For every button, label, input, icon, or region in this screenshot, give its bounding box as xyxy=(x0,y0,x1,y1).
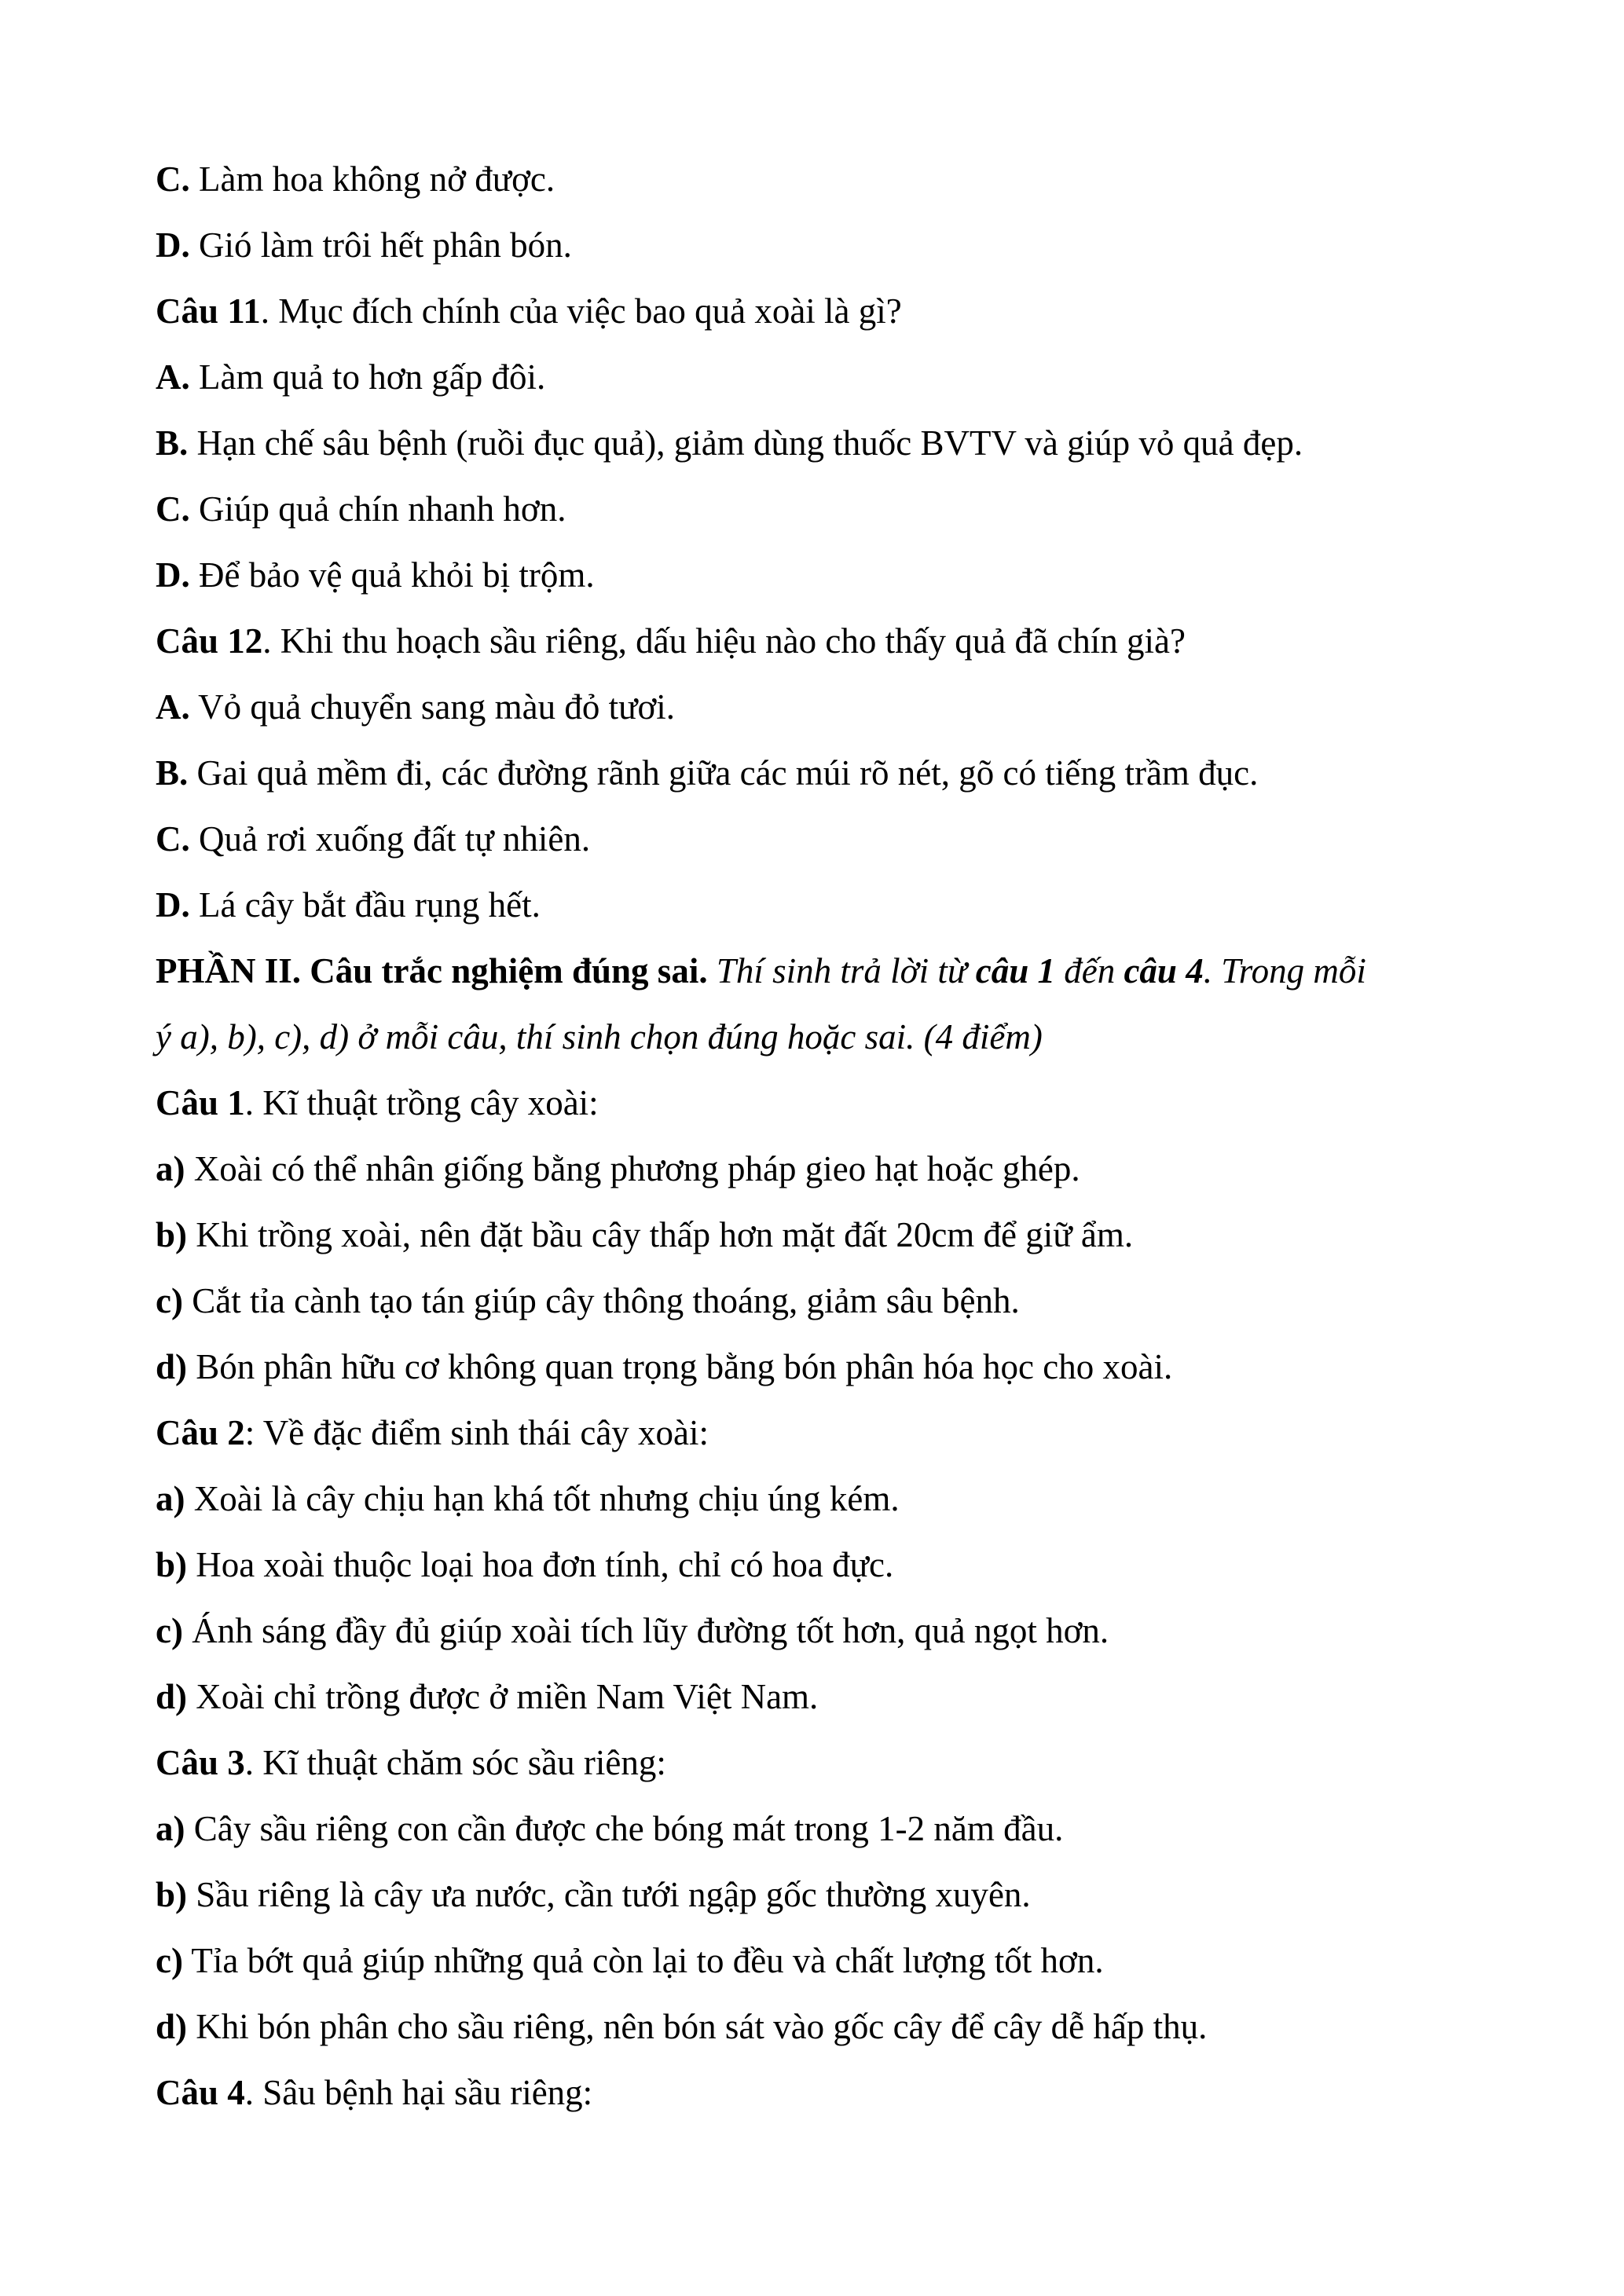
item-label: a) xyxy=(156,1809,185,1848)
option-label: C. xyxy=(156,159,190,199)
question-label: Câu 1 xyxy=(156,1083,245,1122)
option-text: Hạn chế sâu bệnh (ruồi đục quả), giảm dùng thuốc BVTV và giúp vỏ quả đẹp. xyxy=(188,423,1303,463)
tf2-stem xyxy=(156,1409,709,1456)
item-label: a) xyxy=(156,1479,185,1518)
question-text: . Kĩ thuật chăm sóc sầu riêng: xyxy=(244,1743,666,1782)
q12-stem xyxy=(156,617,1186,665)
q11-option-c xyxy=(156,485,566,533)
option-text: Làm quả to hơn gấp đôi. xyxy=(189,357,546,397)
item-text: Xoài là cây chịu hạn khá tốt nhưng chịu úng kém. xyxy=(185,1479,900,1518)
question-label: Câu 2 xyxy=(156,1413,245,1452)
part2-instruction: đến xyxy=(1054,951,1124,991)
tf2-item-c xyxy=(156,1607,1109,1654)
item-text: Bón phân hữu cơ không quan trọng bằng bón phân hóa học cho xoài. xyxy=(187,1347,1173,1386)
item-text: Tỉa bớt quả giúp những quả còn lại to đều và chất lượng tốt hơn. xyxy=(182,1941,1104,1980)
q11-option-d xyxy=(156,551,595,599)
item-text: Hoa xoài thuộc loại hoa đơn tính, chỉ có hoa đực. xyxy=(187,1545,894,1584)
tf1-item-c xyxy=(156,1277,1020,1324)
item-label: d) xyxy=(156,1677,188,1716)
question-text: . Kĩ thuật trồng cây xoài: xyxy=(244,1083,599,1122)
option-text: Gai quả mềm đi, các đường rãnh giữa các múi rõ nét, gõ có tiếng trầm đục. xyxy=(188,753,1259,793)
tf3-item-c xyxy=(156,1937,1104,1984)
tf2-item-a xyxy=(156,1475,900,1522)
question-label: Câu 4 xyxy=(156,2073,245,2112)
option-text: Lá cây bắt đầu rụng hết. xyxy=(189,885,541,925)
question-label: Câu 12 xyxy=(156,621,263,661)
option-text: Làm hoa không nở được. xyxy=(189,159,555,199)
question-text: : Về đặc điểm sinh thái cây xoài: xyxy=(244,1413,709,1452)
item-text: Xoài có thể nhân giống bằng phương pháp gieo hạt hoặc ghép. xyxy=(185,1149,1080,1188)
item-text: Ánh sáng đầy đủ giúp xoài tích lũy đường tốt hơn, quả ngọt hơn. xyxy=(182,1611,1109,1650)
option-label: A. xyxy=(156,357,190,397)
question-label: Câu 3 xyxy=(156,1743,245,1782)
item-label: c) xyxy=(156,1281,183,1320)
item-text: Cắt tỉa cành tạo tán giúp cây thông thoáng, giảm sâu bệnh. xyxy=(182,1281,1020,1320)
option-label: C. xyxy=(156,489,190,529)
option-label: D. xyxy=(156,225,190,265)
option-text: Quả rơi xuống đất tự nhiên. xyxy=(189,819,591,859)
item-text: Sầu riêng là cây ưa nước, cần tưới ngập gốc thường xuyên. xyxy=(187,1875,1031,1914)
item-label: b) xyxy=(156,1545,188,1584)
question-text: . Mục đích chính của việc bao quả xoài là gì? xyxy=(260,291,902,331)
tf2-item-d xyxy=(156,1673,818,1720)
option-label: A. xyxy=(156,687,190,727)
question-text: . Sâu bệnh hại sầu riêng: xyxy=(244,2073,593,2112)
q12-option-c xyxy=(156,815,590,862)
tf1-item-d xyxy=(156,1343,1172,1390)
part2-instruction: Thí sinh trả lời từ xyxy=(707,951,976,991)
option-text: Vỏ quả chuyển sang màu đỏ tươi. xyxy=(189,687,676,727)
tf2-item-b xyxy=(156,1541,893,1588)
item-label: d) xyxy=(156,1347,188,1386)
q10-option-d xyxy=(156,222,572,269)
item-label: c) xyxy=(156,1941,183,1980)
question-label: Câu 11 xyxy=(156,291,261,331)
item-text: Xoài chỉ trồng được ở miền Nam Việt Nam. xyxy=(187,1677,819,1716)
tf3-stem xyxy=(156,1739,666,1786)
part2-instruction-bold: câu 1 xyxy=(975,951,1055,991)
tf1-stem xyxy=(156,1079,599,1126)
part2-instruction: . Trong mỗi xyxy=(1203,951,1366,991)
part2-instruction-bold: câu 4 xyxy=(1124,951,1204,991)
option-text: Gió làm trôi hết phân bón. xyxy=(189,225,572,265)
q11-option-a xyxy=(156,353,545,401)
item-label: c) xyxy=(156,1611,183,1650)
option-label: B. xyxy=(156,753,189,793)
option-label: D. xyxy=(156,555,190,595)
tf1-item-a xyxy=(156,1145,1080,1192)
tf3-item-b xyxy=(156,1871,1031,1918)
item-label: b) xyxy=(156,1215,188,1254)
option-label: C. xyxy=(156,819,190,859)
tf3-item-a xyxy=(156,1805,1063,1852)
item-text: Cây sầu riêng con cần được che bóng mát trong 1-2 năm đầu. xyxy=(185,1809,1064,1848)
tf4-stem xyxy=(156,2069,592,2116)
q10-option-c xyxy=(156,156,555,203)
question-text: . Khi thu hoạch sầu riêng, dấu hiệu nào cho thấy quả đã chín già? xyxy=(262,621,1186,661)
option-label: B. xyxy=(156,423,189,463)
part2-instruction-line2: ý a), b), c), d) ở mỗi câu, thí sinh chọn đúng hoặc sai. (4 điểm) xyxy=(156,1017,1043,1056)
part2-header xyxy=(156,947,1366,994)
item-label: a) xyxy=(156,1149,185,1188)
option-text: Giúp quả chín nhanh hơn. xyxy=(189,489,566,529)
tf3-item-d xyxy=(156,2003,1207,2050)
item-label: b) xyxy=(156,1875,188,1914)
item-text: Khi bón phân cho sầu riêng, nên bón sát vào gốc cây để cây dễ hấp thụ. xyxy=(187,2007,1208,2046)
option-label: D. xyxy=(156,885,190,925)
q12-option-d xyxy=(156,881,541,928)
q11-stem xyxy=(156,287,902,335)
part2-title: PHẦN II. Câu trắc nghiệm đúng sai. xyxy=(156,951,708,991)
tf1-item-b xyxy=(156,1211,1133,1258)
q12-option-a xyxy=(156,683,675,731)
q12-option-b xyxy=(156,749,1258,796)
option-text: Để bảo vệ quả khỏi bị trộm. xyxy=(189,555,595,595)
item-text: Khi trồng xoài, nên đặt bầu cây thấp hơn mặt đất 20cm để giữ ẩm. xyxy=(187,1215,1134,1254)
item-label: d) xyxy=(156,2007,188,2046)
q11-option-b xyxy=(156,419,1303,467)
